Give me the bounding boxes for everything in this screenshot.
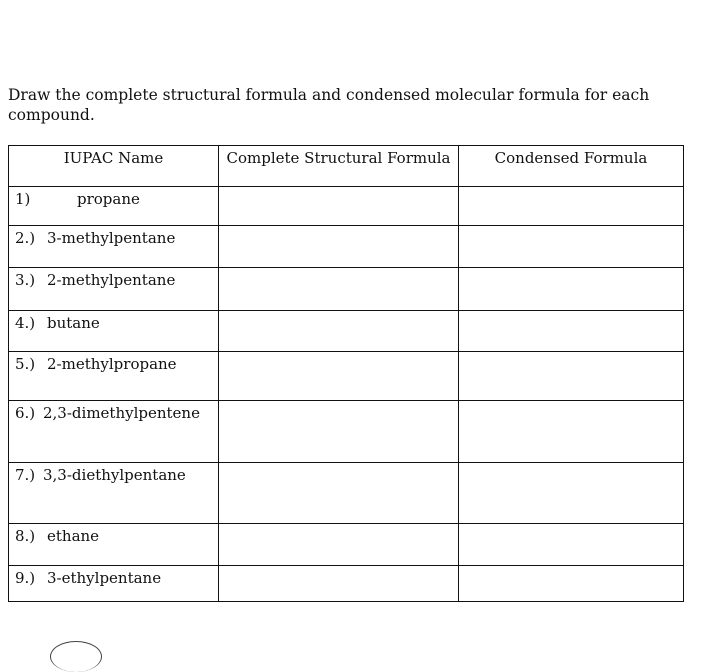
row-number: 5.) xyxy=(15,355,36,373)
row-number: 7.) xyxy=(15,466,36,484)
iupac-name-cell xyxy=(9,524,219,566)
condensed-formula-cell[interactable] xyxy=(459,226,684,268)
condensed-formula-cell[interactable] xyxy=(459,311,684,352)
row-number: 9.) xyxy=(15,569,36,587)
row-number: 1) xyxy=(15,190,31,208)
iupac-name-cell xyxy=(9,352,219,401)
iupac-name-cell xyxy=(9,226,219,268)
header-iupac-name: IUPAC Name xyxy=(9,146,219,187)
header-condensed-formula: Condensed Formula xyxy=(459,146,684,187)
row-number: 4.) xyxy=(15,314,36,332)
table-row xyxy=(9,463,684,524)
structural-formula-cell[interactable] xyxy=(219,226,459,268)
table-row xyxy=(9,226,684,268)
compound-name: 2-methylpropane xyxy=(47,355,177,373)
table-row xyxy=(9,524,684,566)
row-number: 8.) xyxy=(15,527,36,545)
table-row xyxy=(9,311,684,352)
compound-name: propane xyxy=(77,190,140,208)
condensed-formula-cell[interactable] xyxy=(459,463,684,524)
table-row xyxy=(9,401,684,463)
compound-table xyxy=(8,145,684,602)
partial-circle-shape xyxy=(50,641,102,672)
table-row xyxy=(9,268,684,311)
condensed-formula-cell[interactable] xyxy=(459,352,684,401)
table-header-row xyxy=(9,146,684,187)
table-row xyxy=(9,566,684,602)
compound-name: 3-ethylpentane xyxy=(47,569,162,587)
table-row xyxy=(9,187,684,226)
instructions: Draw the complete structural formula and condensed molecular formula for each compound. xyxy=(8,86,650,124)
condensed-formula-cell[interactable] xyxy=(459,401,684,463)
iupac-name-cell xyxy=(9,401,219,463)
structural-formula-cell[interactable] xyxy=(219,268,459,311)
structural-formula-cell[interactable] xyxy=(219,187,459,226)
structural-formula-cell[interactable] xyxy=(219,566,459,602)
compound-name: 3-methylpentane xyxy=(47,229,176,247)
condensed-formula-cell[interactable] xyxy=(459,524,684,566)
structural-formula-cell[interactable] xyxy=(219,352,459,401)
compound-name: 3,3-diethylpentane xyxy=(43,466,186,484)
table-row xyxy=(9,352,684,401)
condensed-formula-cell[interactable] xyxy=(459,268,684,311)
condensed-formula-cell[interactable] xyxy=(459,566,684,602)
structural-formula-cell[interactable] xyxy=(219,524,459,566)
header-structural-formula: Complete Structural Formula xyxy=(219,146,459,187)
iupac-name-cell xyxy=(9,187,219,226)
compound-name: 2-methylpentane xyxy=(47,271,176,289)
iupac-name-cell xyxy=(9,566,219,602)
condensed-formula-cell[interactable] xyxy=(459,187,684,226)
row-number: 2.) xyxy=(15,229,36,247)
iupac-name-cell xyxy=(9,463,219,524)
iupac-name-cell xyxy=(9,268,219,311)
compound-name: 2,3-dimethylpentene xyxy=(43,404,200,422)
iupac-name-cell xyxy=(9,311,219,352)
row-number: 3.) xyxy=(15,271,36,289)
structural-formula-cell[interactable] xyxy=(219,401,459,463)
structural-formula-cell[interactable] xyxy=(219,463,459,524)
row-number: 6.) xyxy=(15,404,36,422)
compound-name: ethane xyxy=(47,527,100,545)
compound-name: butane xyxy=(47,314,100,332)
structural-formula-cell[interactable] xyxy=(219,311,459,352)
